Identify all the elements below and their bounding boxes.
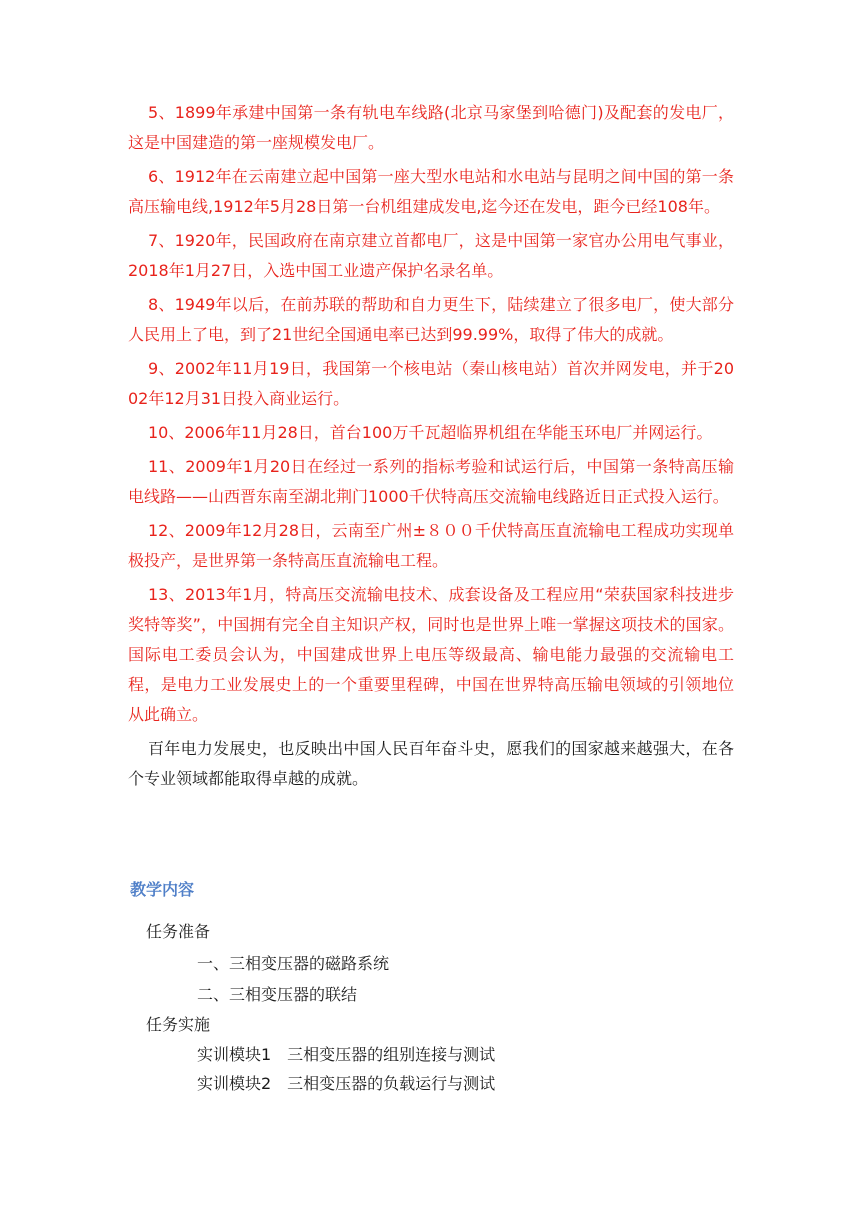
history-item-9: 9、2002年11月19日，我国第一个核电站（秦山核电站）首次并网发电，并于2002年12月31日投入商业运行。 xyxy=(128,359,734,408)
task-prep-heading: 任务准备 xyxy=(146,922,211,941)
history-item-12: 12、2009年12月28日，云南至广州±８００千伏特高压直流输电工程成功实现单极投产，是世界第一条特高压直流输电工程。 xyxy=(128,521,734,570)
module-item-1: 实训模块1 三相变压器的组别连接与测试 xyxy=(197,1045,496,1064)
history-conclusion: 百年电力发展史，也反映出中国人民百年奋斗史，愿我们的国家越来越强大，在各个专业领域都能取得卓越的成就。 xyxy=(128,739,734,788)
module-item-2: 实训模块2 三相变压器的负载运行与测试 xyxy=(197,1074,496,1093)
history-item-7: 7、1920年，民国政府在南京建立首都电厂，这是中国第一家官办公用电气事业， 2018年1月27日，入选中国工业遗产保护名录名单。 xyxy=(128,231,734,280)
history-item-8: 8、1949年以后，在前苏联的帮助和自力更生下，陆续建立了很多电厂，使大部分人民用上了电，到了21世纪全国通电率已达到99.99%，取得了伟大的成就。 xyxy=(128,295,734,344)
history-item-13: 13、2013年1月，特高压交流输电技术、成套设备及工程应用“荣获国家科技进步奖特等奖”，中国拥有完全自主知识产权，同时也是世界上唯一掌握这项技术的国家。国际电工委员会认为，中国建成世界上电压等级最高、输电能力最强的交流输电工程，是电力工业发展史上的一个重要里程碑，中国在世界特高压输电领域的引领地位从此确立。 xyxy=(128,585,734,724)
history-item-10: 10、2006年11月28日，首台100万千瓦超临界机组在华能玉环电厂并网运行。 xyxy=(148,423,713,442)
teaching-content-heading: 教学内容 xyxy=(130,880,195,899)
history-item-11: 11、2009年1月20日在经过一系列的指标考验和试运行后，中国第一条特高压输电线路——山西晋东南至湖北荆门1000千伏特高压交流输电线路近日正式投入运行。 xyxy=(128,457,734,506)
history-item-6: 6、1912年在云南建立起中国第一座大型水电站和水电站与昆明之间中国的第一条高压输电线,1912年5月28日第一台机组建成发电,迄今还在发电，距今已经108年。 xyxy=(128,167,734,216)
prep-item-magnetic-circuit: 一、三相变压器的磁路系统 xyxy=(197,954,390,973)
power-history-section xyxy=(128,98,734,798)
prep-item-connection: 二、三相变压器的联结 xyxy=(197,985,358,1004)
history-item-5: 5、1899年承建中国第一条有轨电车线路(北京马家堡到哈德门)及配套的发电厂，这是中国建造的第一座规模发电厂。 xyxy=(128,103,734,152)
task-impl-heading: 任务实施 xyxy=(146,1015,211,1034)
